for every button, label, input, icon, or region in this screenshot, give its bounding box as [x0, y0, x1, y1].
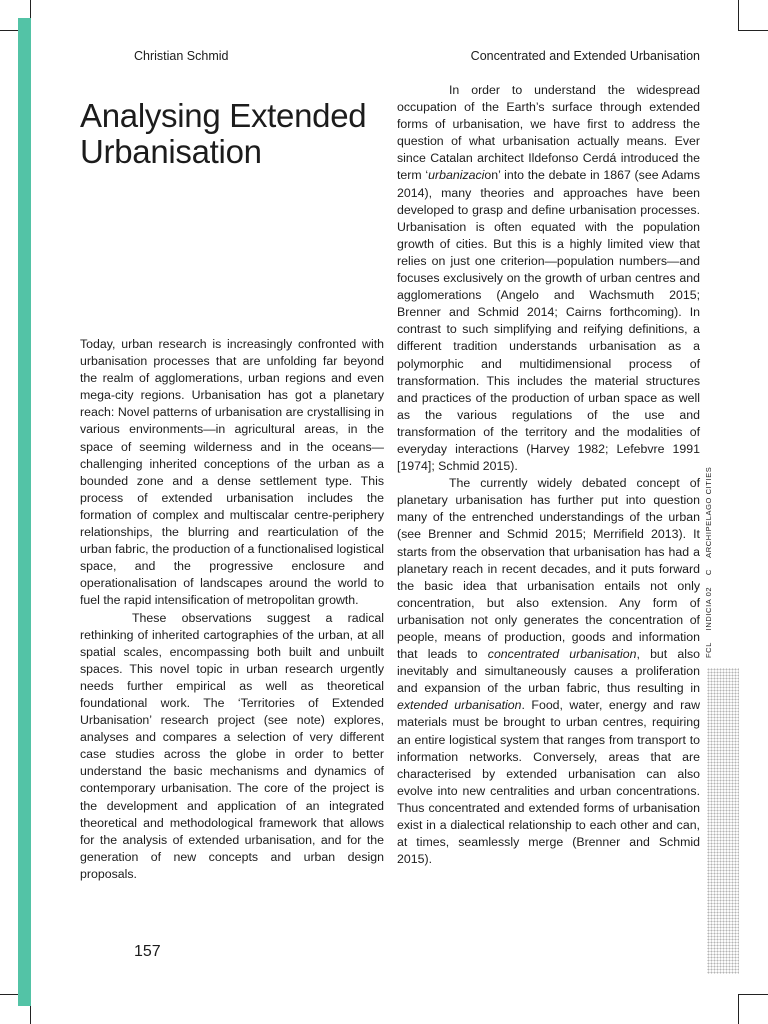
side-label-item: FCL [704, 642, 713, 658]
side-label-item: ARCHIPELAGO CITIES [704, 466, 713, 558]
running-title: Concentrated and Extended Urbanisation [470, 49, 700, 63]
left-column [80, 336, 384, 883]
crop-mark [738, 0, 739, 30]
side-label-item: C [704, 569, 713, 576]
dot-pattern [707, 668, 739, 974]
side-label-item: INDICIA 02 [704, 586, 713, 631]
article-title: Analysing Extended Urbanisation [80, 97, 367, 170]
paragraph: In order to understand the widespread occupation of the Earth’s surface through extended forms of urbanisation, we have first to address the question of what urbanisation actually means. Ever since Catalan architect Ildefonso Cerdá introduced the term ‘urbanizacion’ into the debate in 1867 (see Adams 2014), many theories and approaches have been developed to grasp and define urbanisation processes. Urbanisation is often equated with the population growth of cities. But this is a highly limited view that relies on just one criterion—population numbers—and focuses exclusively on the growth of urban centres and agglomerations (Angelo and Wachsmuth 2015; Brenner and Schmid 2014; Cairns forthcoming). In contrast to such simplifying and reifying definitions, a different tradition understands urbanisation as a polymorphic and multidimensional process of transformation. This includes the material structures and practices of the production of urban space as well as the various regulations of the use and transformation of the territory and the modalities of everyday interactions (Harvey 1982; Lefebvre 1991 [1974]; Schmid 2015). [397, 83, 701, 474]
paragraph: Today, urban research is increasingly confronted with urbanisation processes that are unfolding far beyond the realm of agglomerations, urban regions and even mega-city regions. Urbanisation has got a planetary reach: Novel patterns of urbanisation are crystallising in various environments—in agricultural areas, in the space of seeming wilderness and in the oceans—challenging inherited conceptions of the urban as a bounded zone and a dense settlement type. This process of extended urbanisation includes the formation of complex and multiscalar centre-periphery relationships, the blurring and rearticulation of the urban fabric, the production of a functionalised logistical space, and the progressive enclosure and operationalisation of landscapes around the world to fuel the rapid intensification of metropolitan growth. [80, 337, 384, 608]
crop-mark [738, 30, 768, 31]
running-author: Christian Schmid [134, 49, 229, 63]
right-column [397, 82, 700, 868]
paragraph: These observations suggest a radical rethinking of inherited cartographies of the urban, at all spatial scales, encompassing both built and unbuilt spaces. This novel topic in urban research urgently needs further empirical as well as theoretical foundational work. The ‘Territories of Extended Urbanisation’ research project (see note) explores, analyses and compares a selection of very different case studies across the globe in order to better understand the basic mechanisms and dynamics of contemporary urbanisation. The core of the project is the development and application of an integrated theoretical and methodological framework that allows for the analysis of extended urbanisation, and for the generation of new concepts and urban design proposals. [80, 610, 384, 881]
crop-mark [738, 994, 768, 995]
paragraph: The currently widely debated concept of planetary urbanisation has further put into question many of the entrenched understandings of the urban (see Brenner and Schmid 2015; Merrifield 2013). It starts from the observation that urbanisation has had a planetary reach in recent decades, and it puts forward the basic idea that urbanisation entails not only concentration, but also extension. Any form of urbanisation not only generates the concentration of people, means of production, goods and information that leads to concentrated urbanisation, but also inevitably and simultaneously causes a proliferation and expansion of the urban fabric, thus resulting in extended urbanisation. Food, water, energy and raw materials must be brought to urban centres, requiring an entire logistical system that ranges from transport to information networks. Conversely, areas that are characterised by extended urbanisation can also evolve into new centralities and urban concentrations. Thus concentrated and extended forms of urbanisation exist in a dialectical relationship to each other and can, at times, seamlessly merge (Brenner and Schmid 2015). [397, 476, 700, 867]
crop-mark [738, 994, 739, 1024]
page-number: 157 [134, 943, 161, 960]
accent-stripe [18, 18, 31, 1006]
side-label [704, 458, 713, 658]
